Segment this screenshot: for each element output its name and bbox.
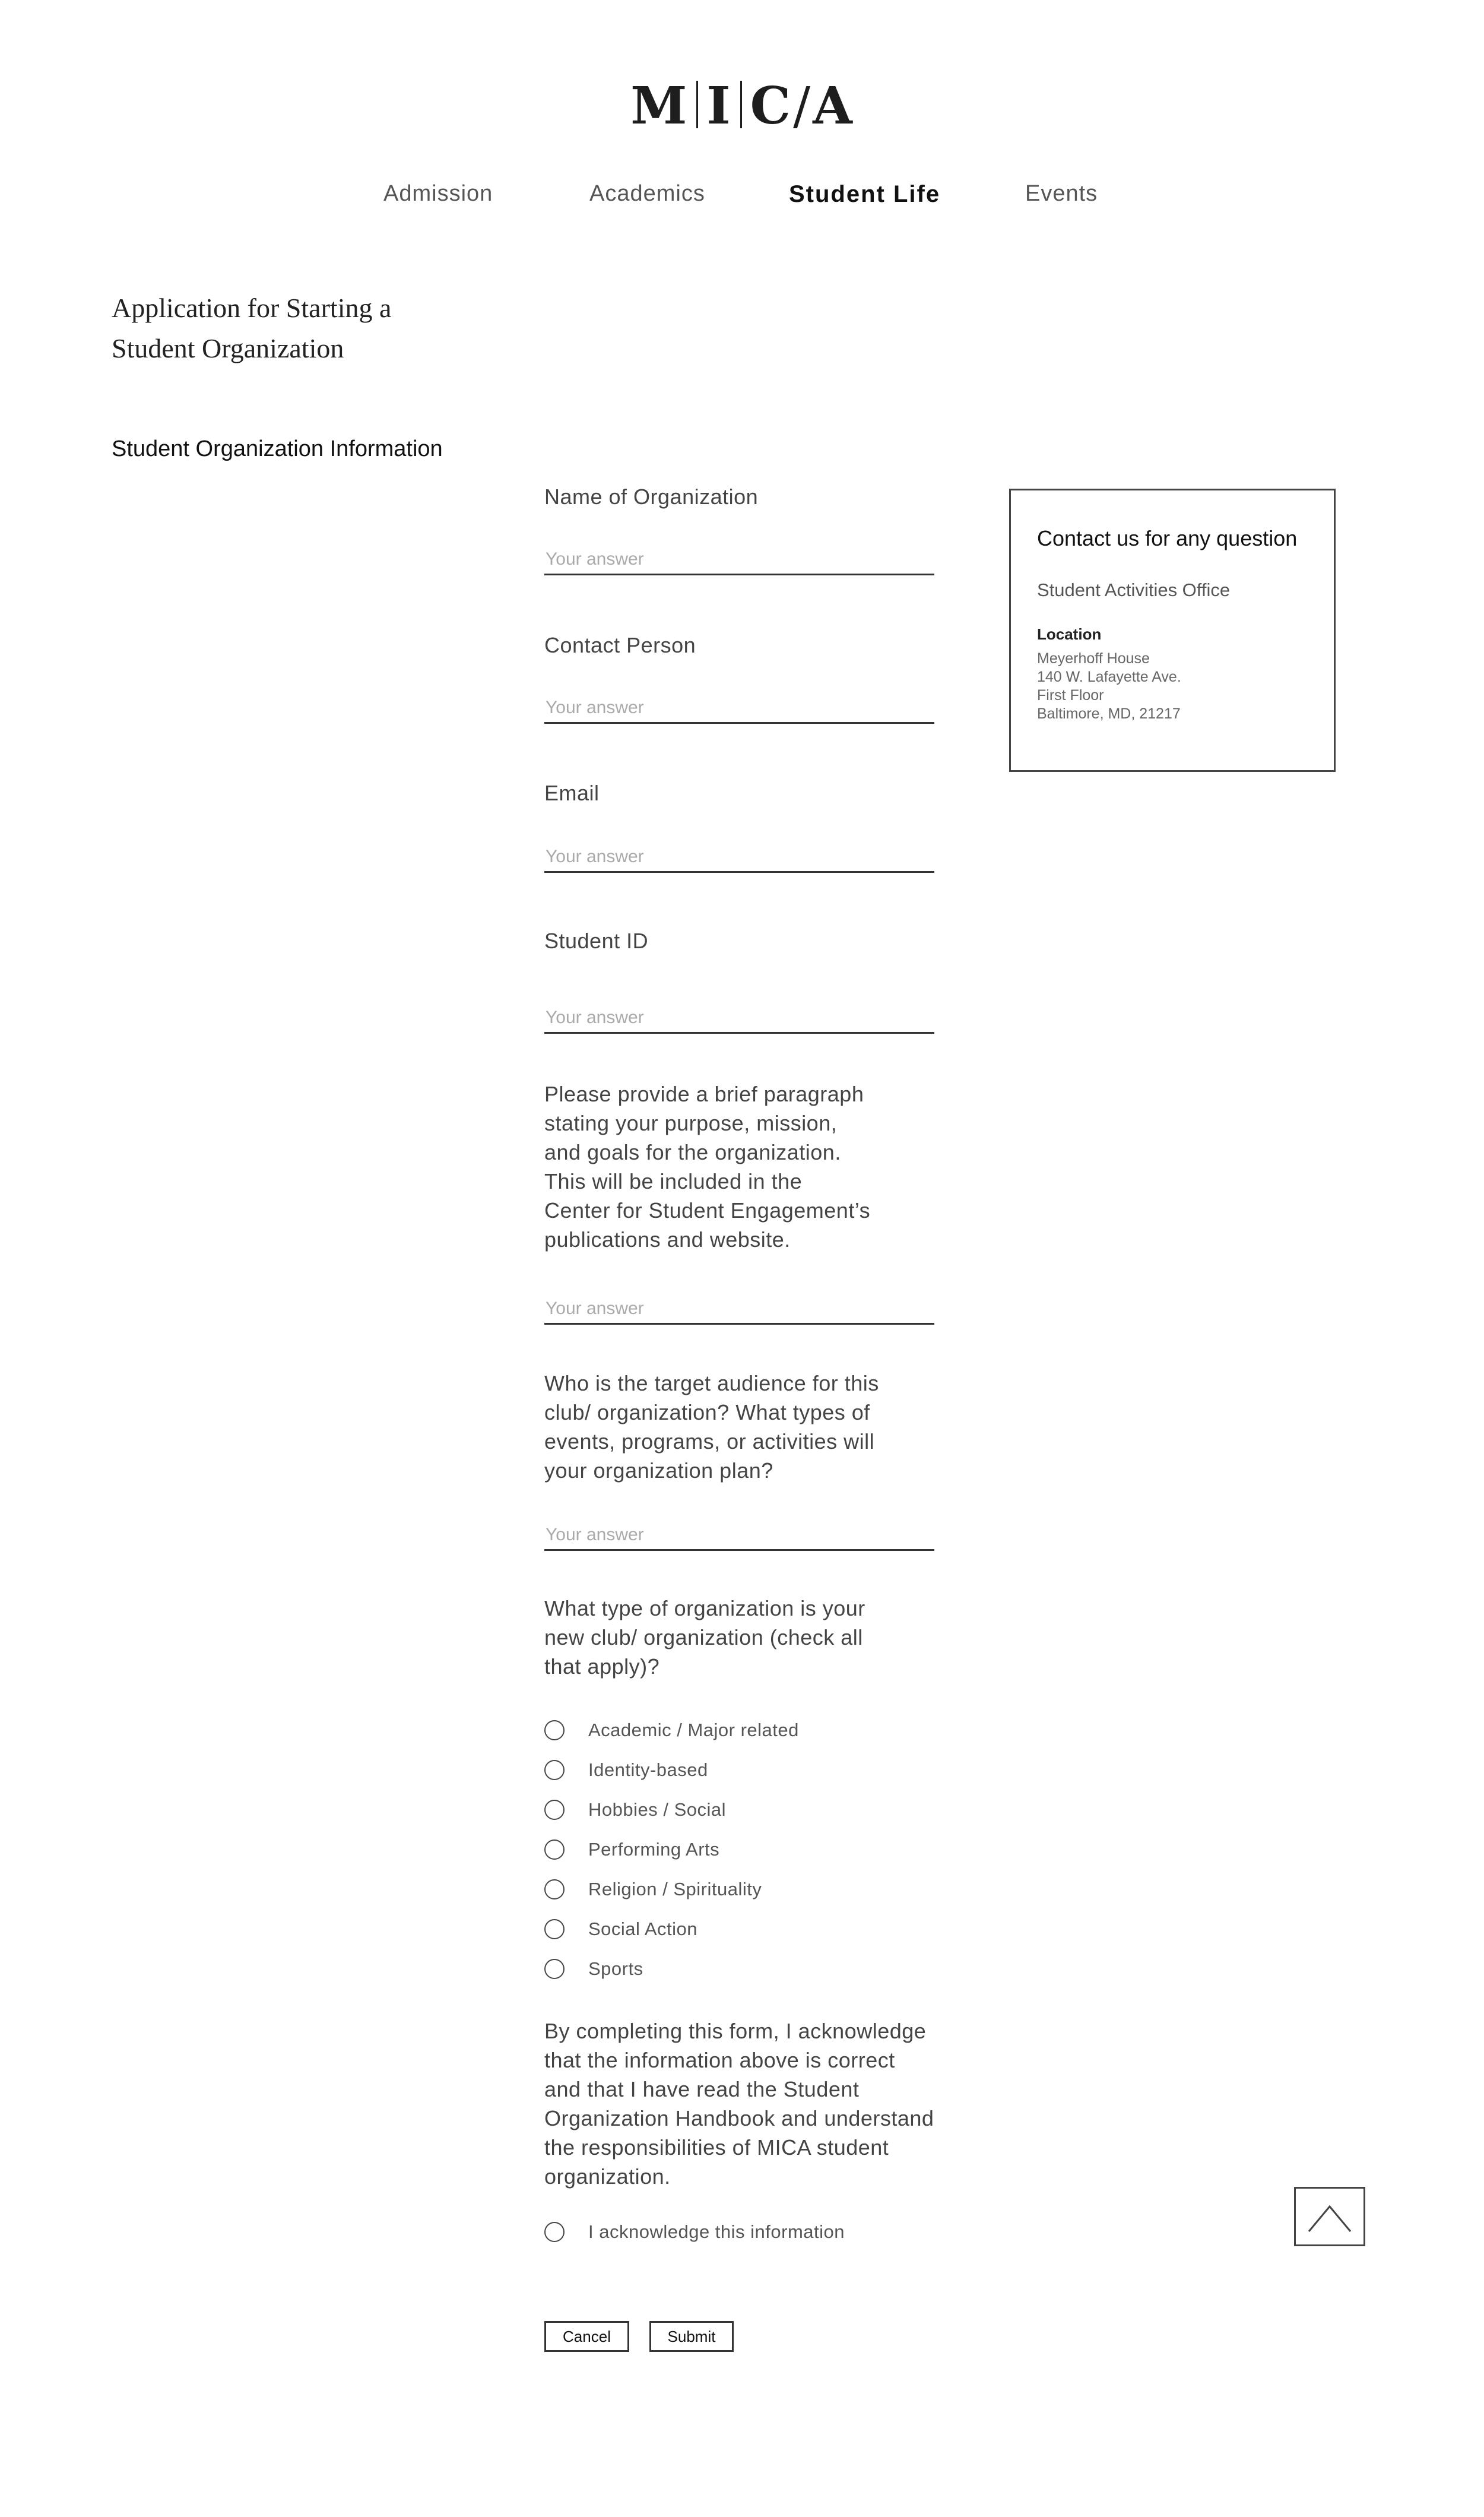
purpose-input[interactable]: [544, 1294, 934, 1325]
address: [1037, 650, 1181, 723]
logo-letter: I: [706, 76, 732, 136]
option-label: Social Action: [588, 1918, 697, 1939]
label-line: By completing this form, I acknowledge: [544, 2019, 927, 2043]
organization-type-question-label: [544, 1594, 865, 1681]
section-title: Student Organization Information: [112, 436, 443, 461]
logo-divider: [740, 81, 742, 128]
radio-button[interactable]: [544, 1919, 565, 1939]
option-label: Performing Arts: [588, 1839, 720, 1860]
logo-letter: M: [630, 76, 689, 136]
label-line: organization.: [544, 2164, 671, 2189]
label-line: that apply)?: [544, 1654, 660, 1679]
radio-button[interactable]: [544, 1800, 565, 1820]
mica-logo[interactable]: [0, 76, 1484, 136]
student-id-input[interactable]: [544, 1003, 934, 1034]
radio-button[interactable]: [544, 1720, 565, 1740]
label-line: and goals for the organization.: [544, 1140, 841, 1164]
label-line: events, programs, or activities will: [544, 1429, 875, 1454]
org-type-option[interactable]: [544, 1837, 719, 1862]
nav-item-events[interactable]: Events: [1025, 181, 1098, 206]
target-audience-question-label: [544, 1369, 879, 1485]
submit-button[interactable]: Submit: [649, 2321, 734, 2352]
logo-divider: [696, 81, 698, 128]
logo-slash: /: [793, 77, 812, 136]
label-line: What type of organization is your: [544, 1596, 865, 1620]
contact-office: Student Activities Office: [1037, 580, 1231, 600]
option-label: Sports: [588, 1958, 643, 1979]
label-line: the responsibilities of MICA student: [544, 2135, 889, 2160]
option-label: Hobbies / Social: [588, 1799, 727, 1820]
nav-item-admission[interactable]: Admission: [383, 181, 493, 206]
page-title-line: Student Organization: [112, 333, 344, 363]
name-of-organization-input[interactable]: [544, 545, 934, 575]
org-type-option[interactable]: [544, 1758, 708, 1783]
radio-button[interactable]: [544, 2222, 565, 2242]
label-line: new club/ organization (check all: [544, 1625, 863, 1649]
contact-card: [1009, 489, 1336, 772]
label-line: publications and website.: [544, 1227, 791, 1252]
label-line: Center for Student Engagement’s: [544, 1198, 871, 1223]
org-type-option[interactable]: [544, 1917, 697, 1942]
label-line: Please provide a brief paragraph: [544, 1082, 864, 1106]
label-line: stating your purpose, mission,: [544, 1111, 838, 1135]
option-label: Academic / Major related: [588, 1720, 799, 1740]
label-line: that the information above is correct: [544, 2048, 895, 2072]
label-line: Organization Handbook and understand: [544, 2106, 934, 2130]
option-label: Identity-based: [588, 1759, 708, 1780]
contact-person-input[interactable]: [544, 694, 934, 724]
page-title: [112, 288, 391, 369]
chevron-up-icon: [1296, 2189, 1363, 2244]
option-label: Religion / Spirituality: [588, 1879, 762, 1899]
label-line: Who is the target audience for this: [544, 1371, 879, 1395]
label-line: and that I have read the Student: [544, 2077, 860, 2101]
org-type-option[interactable]: [544, 1956, 643, 1981]
org-type-option[interactable]: [544, 1797, 726, 1822]
logo-letter: A: [813, 76, 854, 136]
cancel-button[interactable]: Cancel: [544, 2321, 629, 2352]
address-line: 140 W. Lafayette Ave.: [1037, 669, 1181, 685]
contact-person-label: Contact Person: [544, 633, 696, 657]
option-label: I acknowledge this information: [588, 2221, 845, 2242]
nav-item-student-life[interactable]: Student Life: [789, 181, 941, 207]
email-input[interactable]: [544, 843, 934, 873]
address-line: Meyerhoff House: [1037, 650, 1150, 667]
contact-card-title: Contact us for any question: [1037, 526, 1298, 550]
student-id-label: Student ID: [544, 929, 649, 953]
logo-letter: C: [750, 76, 792, 136]
target-audience-input[interactable]: [544, 1521, 934, 1551]
org-type-option[interactable]: [544, 1718, 799, 1743]
nav-item-academics[interactable]: Academics: [589, 181, 705, 206]
radio-button[interactable]: [544, 1959, 565, 1979]
label-line: your organization plan?: [544, 1458, 773, 1483]
radio-button[interactable]: [544, 1879, 565, 1899]
email-label: Email: [544, 781, 600, 805]
radio-button[interactable]: [544, 1840, 565, 1860]
label-line: club/ organization? What types of: [544, 1400, 870, 1424]
acknowledge-option[interactable]: [544, 2220, 845, 2244]
back-to-top-button[interactable]: [1294, 2187, 1365, 2246]
radio-button[interactable]: [544, 1760, 565, 1780]
label-line: This will be included in the: [544, 1169, 803, 1193]
page-title-line: Application for Starting a: [112, 293, 392, 323]
org-type-option[interactable]: [544, 1877, 762, 1902]
address-line: Baltimore, MD, 21217: [1037, 705, 1181, 722]
acknowledgement-text: [544, 2016, 934, 2191]
location-heading: Location: [1037, 625, 1102, 643]
address-line: First Floor: [1037, 687, 1104, 704]
name-of-organization-label: Name of Organization: [544, 485, 759, 509]
purpose-question-label: [544, 1079, 870, 1254]
